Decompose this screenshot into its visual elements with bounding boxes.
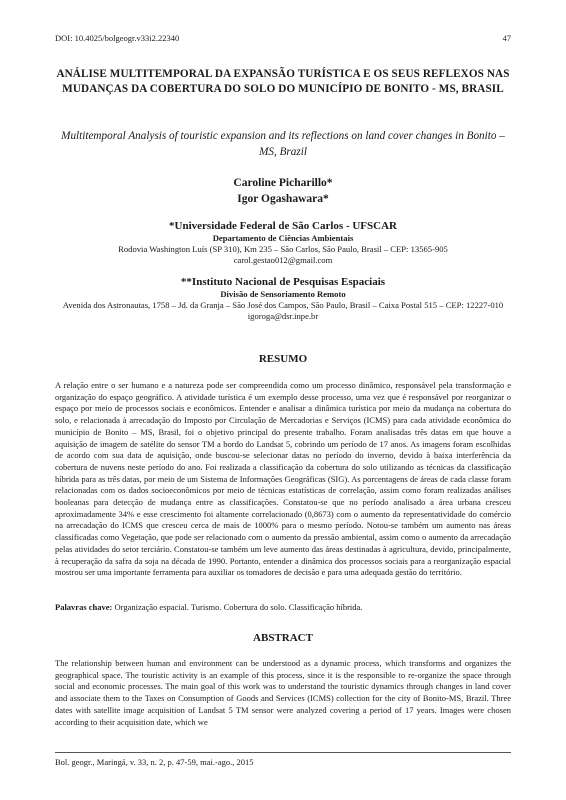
resumo-heading: RESUMO — [258, 353, 308, 365]
affiliation-address: Rodovia Washington Luís (SP 310), Km 235 – São Carlos, São Paulo, Brasil – CEP: 13565-905 — [118, 244, 448, 254]
title-portuguese: ANÁLISE MULTITEMPORAL DA EXPANSÃO TURÍSTICA E OS SEUS REFLEXOS NAS MUDANÇAS DA COBERTURA DO SOLO DO MUNICÍPIO DE BONITO - MS, BRASIL — [56, 68, 510, 95]
affiliation-department: Divisão de Sensoriamento Remoto — [220, 289, 346, 299]
abstract-paragraph: The relationship between human and environment can be understood as a dynamic process, which transforms and organizes the geographical space. The touristic activity is an example of this process, since it is the responsible to re-organize the space through social and economic processes. The main goal of this work was to understand the touristic dynamics through changes in land cover and associate them to the Taxes on Consumption of Goods and Services (ICMS) collection for the city of Bonito-MS, Brazil. Three dates with satellite image acquisition of Landsat 5 TM sensor were analyzed covering a period of 17 years. Images were chosen according to their acquisition date, which we — [55, 658, 511, 727]
page-header — [55, 33, 511, 47]
affiliation-institution: **Instituto Nacional de Pesquisas Espaciais — [180, 276, 386, 288]
doi-text[interactable]: DOI: 10.4025/bolgeogr.v33i2.22340 — [55, 33, 180, 43]
footer-divider — [55, 752, 511, 753]
page-number: 47 — [502, 33, 511, 43]
affiliation-institution: *Universidade Federal de São Carlos - UFSCAR — [169, 220, 397, 232]
affiliation-department: Departamento de Ciências Ambientais — [212, 233, 354, 243]
author-list — [0, 175, 566, 207]
affiliation-email[interactable]: carol.gestao012@gmail.com — [233, 255, 333, 265]
affiliation-email[interactable]: igoroga@dsr.inpe.br — [247, 311, 319, 321]
affiliation-ufscar — [40, 219, 526, 266]
keywords — [55, 602, 511, 614]
author-name: Igor Ogashawara* — [237, 193, 329, 205]
author-name: Caroline Picharillo* — [233, 177, 333, 189]
keywords-label: Palavras chave: — [55, 602, 113, 612]
affiliation-address: Avenida dos Astronautas, 1758 – Jd. da Granja – São José dos Campos, São Paulo, Brasil – Caixa Postal 515 – CEP: 12227-010 — [62, 300, 504, 310]
abstract-heading: ABSTRACT — [253, 632, 313, 644]
journal-footer: Bol. geogr., Maringá, v. 33, n. 2, p. 47-59, mai.-ago., 2015 — [55, 757, 254, 767]
affiliation-inpe — [50, 275, 516, 322]
resumo-paragraph: A relação entre o ser humano e a natureza pode ser compreendida como um processo dinâmico, responsável pela transformação e organização do espaço geográfico. A atividade turística é um exemplo desse processo, uma vez que é responsável por reorganizar o espaço por meio de processos sociais e econômicos. Entender e analisar a dinâmica turística por meio da mudança na cobertura do solo, e relacionada à arrecadação do Imposto por Circulação de Mercadorias e Serviços (ICMS) para cada atividade econômica do município de Bonito – MS, Brasil, foi o objetivo principal do presente trabalho. Foram analisadas três datas em que houve a aquisição de imagem de satélite do sensor TM a bordo do Landsat 5, cobrindo um período de 17 anos. As imagens foram escolhidas de acordo com sua data de aquisição, onde buscou-se selecionar datas no período do inverno, devido à baixa interferência da cobertura de nuvens neste período do ano. Foi realizada a classificação da cobertura do solo utilizando as técnicas da classificação híbrida para as três datas, por meio de um Sistema de Informações Geográficas (SIG). As porcentagens de áreas de cada classe foram relacionadas com os dados socioeconômicos por meio de técnicas estatísticas de correlação, assim como foram realizadas análises booleanas para detecção de mudança entre as classificações. Constatou-se que no período analisado a área urbana cresceu aproximadamente 34% e esse crescimento foi altamente correlacionado (0,8673) com o aumento da representatividade do comércio na arrecadação do ICMS que cresceu cerca de mais de 1000% para o mesmo período. Notou-se também um aumento nas áreas classificadas como Vegetação, que pode ser relacionado com o aumento da pressão ambiental, assim como o aumento da arrecadação pelas atividades do setor terciário. Constatou-se também um leve aumento das áreas destinadas à agricultura, devido, principalmente, à recuperação da safra da soja na década de 1990. Portanto, entender a dinâmica dos processos sociais para a reorganização espacial mostrou ser uma importante ferramenta para auxiliar os tomadores de decisão e para uma adequada gestão do território. — [55, 380, 511, 578]
title-english: Multitemporal Analysis of touristic expansion and its reflections on land cover changes in Bonito –MS, Brazil — [61, 130, 505, 158]
keywords-text: Organização espacial. Turismo. Cobertura do solo. Classificação híbrida. — [112, 602, 363, 612]
